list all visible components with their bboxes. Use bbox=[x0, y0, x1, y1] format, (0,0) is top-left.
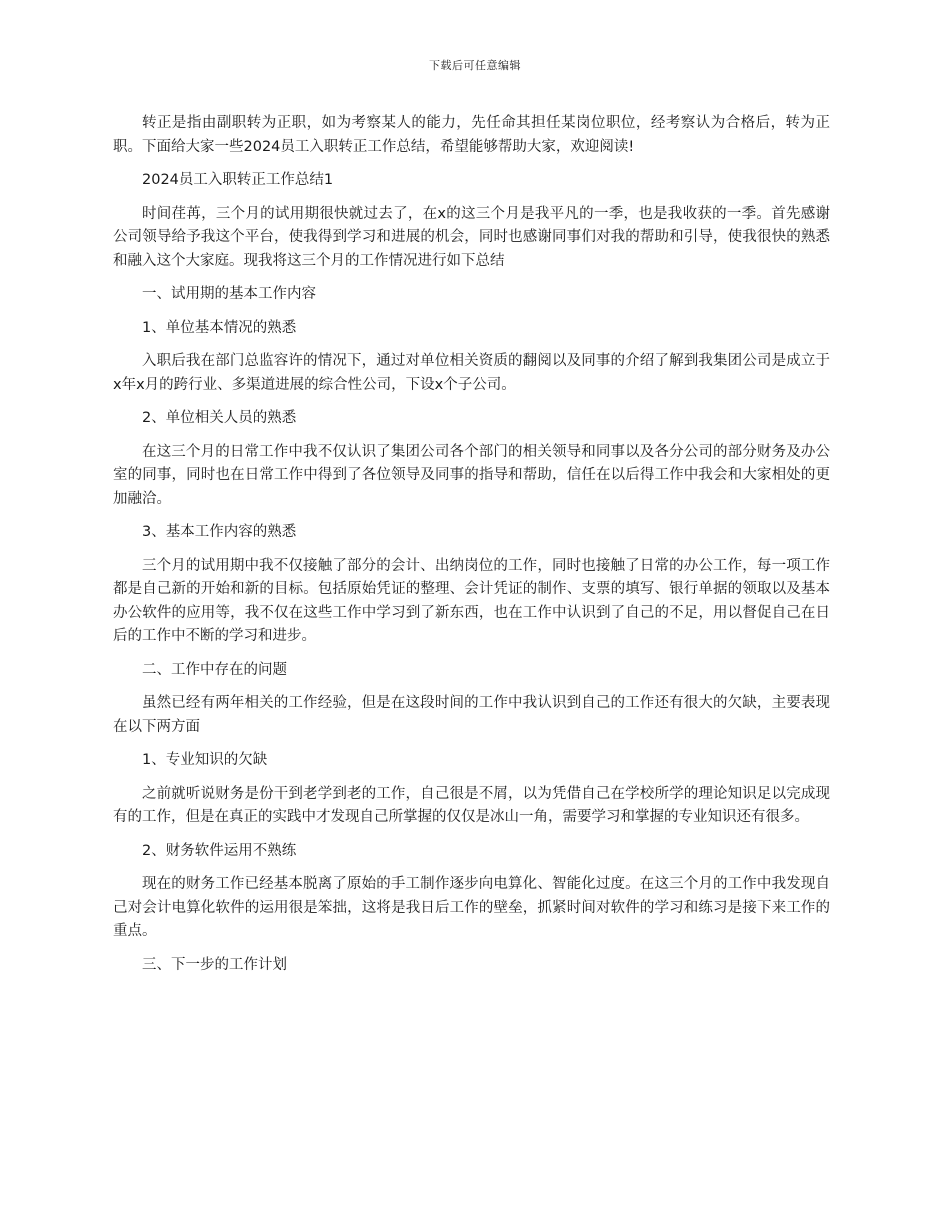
section-heading: 一、试用期的基本工作内容 bbox=[142, 286, 316, 302]
body-paragraph: 之前就听说财务是份干到老学到老的工作，自己很是不屑，以为凭借自己在学校所学的理论知识足以完成现有的工作，但是在真正的实践中才发现自己所掌握的仅仅是冰山一角，需要学习和掌握的专业知识还有很多。 bbox=[113, 785, 830, 825]
body-paragraph: 现在的财务工作已经基本脱离了原始的手工制作逐步向电算化、智能化过度。在这三个月的工作中我发现自己对会计电算化软件的运用很是笨拙，这将是我日后工作的壁垒，抓紧时间对软件的学习和练习是接下来工作的重点。 bbox=[113, 876, 830, 939]
section-heading: 1、单位基本情况的熟悉 bbox=[142, 319, 297, 336]
section-heading: 1、专业知识的欠缺 bbox=[142, 752, 268, 768]
body-paragraph: 三个月的试用期中我不仅接触了部分的会计、出纳岗位的工作，同时也接触了日常的办公工作，每一项工作都是自己新的开始和新的目标。包括原始凭证的整理、会计凭证的制作、支票的填写、银行单据的领取以及基本办公软件的应用等，我不仅在这些工作中学习到了新东西，也在工作中认识到了自己的不足，用以督促自己在日后的工作中不断的学习和进步。 bbox=[113, 557, 830, 644]
page-header: 下载后可任意编辑 bbox=[429, 59, 521, 72]
body-paragraph: 时间荏苒，三个月的试用期很快就过去了，在x的这三个月是我平凡的一季，也是我收获的一季。首先感谢公司领导给予我这个平台，使我得到学习和进展的机会，同时也感谢同事们对我的帮助和引导，使我很快的熟悉和融入这个大家庭。现我将这三个月的工作情况进行如下总结 bbox=[113, 205, 830, 269]
section-heading: 2、财务软件运用不熟练 bbox=[142, 842, 297, 859]
section-heading: 二、工作中存在的问题 bbox=[142, 661, 287, 678]
section-heading: 3、基本工作内容的熟悉 bbox=[142, 524, 297, 540]
section-heading: 2024员工入职转正工作总结1 bbox=[142, 172, 334, 188]
body-paragraph: 转正是指由副职转为正职，如为考察某人的能力，先任命其担任某岗位职位，经考察认为合格后，转为正职。下面给大家一些2024员工入职转正工作总结，希望能够帮助大家，欢迎阅读! bbox=[113, 115, 830, 155]
section-heading: 2、单位相关人员的熟悉 bbox=[142, 410, 297, 426]
section-heading: 三、下一步的工作计划 bbox=[142, 956, 287, 973]
body-paragraph: 入职后我在部门总监容许的情况下，通过对单位相关资质的翻阅以及同事的介绍了解到我集团公司是成立于x年x月的跨行业、多渠道进展的综合性公司，下设x个子公司。 bbox=[113, 353, 830, 393]
document-body bbox=[113, 112, 830, 987]
body-paragraph: 在这三个月的日常工作中我不仅认识了集团公司各个部门的相关领导和同事以及各分公司的部分财务及办公室的同事，同时也在日常工作中得到了各位领导及同事的指导和帮助，信任在以后得工作中我会和大家相处的更加融洽。 bbox=[113, 443, 830, 507]
body-paragraph: 虽然已经有两年相关的工作经验，但是在这段时间的工作中我认识到自己的工作还有很大的欠缺，主要表现在以下两方面 bbox=[113, 695, 830, 735]
